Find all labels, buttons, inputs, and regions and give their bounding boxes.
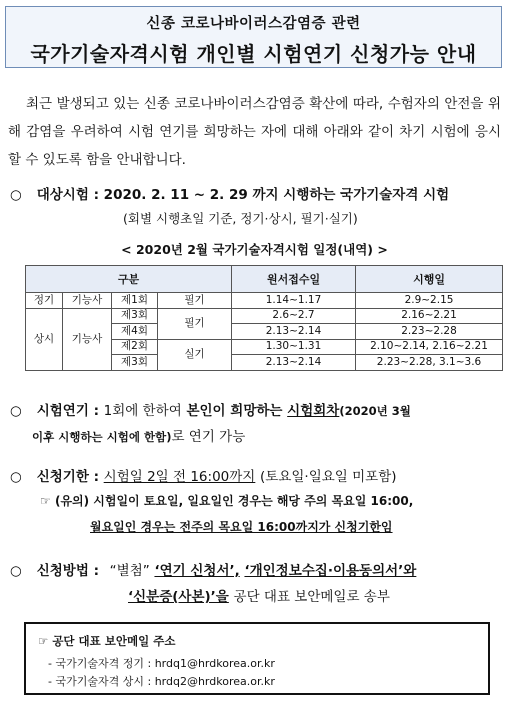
table-row bbox=[26, 308, 503, 324]
bullet-icon: ○ bbox=[10, 403, 22, 419]
cell-application: 1.30~1.31 bbox=[232, 339, 356, 355]
postpone-text-c: 시험회차 bbox=[287, 403, 340, 419]
deadline-paren: (토요일·일요일 미포함) bbox=[260, 469, 397, 485]
deadline-note-text1: (유의) 시험일이 토요일, 일요일인 경우는 해당 주의 목요일 16:00, bbox=[54, 494, 414, 508]
postpone-text-a: 1회에 한하여 bbox=[103, 403, 182, 419]
postpone-line2-b: 로 연기 가능 bbox=[171, 429, 246, 445]
pointing-hand-icon: ☞ bbox=[40, 494, 51, 508]
email-title-text: 공단 대표 보안메일 주소 bbox=[52, 634, 176, 648]
cell-grade: 기능사 bbox=[63, 308, 112, 370]
bullet-icon: ○ bbox=[10, 187, 22, 203]
bullet-icon: ○ bbox=[10, 563, 22, 579]
cell-application: 2.6~2.7 bbox=[232, 308, 356, 324]
deadline-section bbox=[10, 465, 397, 485]
cell-exam: 2.9~2.15 bbox=[356, 293, 503, 309]
postpone-text-d: (2020년 3월 bbox=[339, 404, 411, 418]
cell-type: 상시 bbox=[26, 308, 63, 370]
postpone-label: 시험연기 : bbox=[36, 403, 99, 419]
cell-stage: 필기 bbox=[158, 308, 232, 339]
page-title: 국가기술자격시험 개인별 시험연기 신청가능 안내 bbox=[30, 42, 477, 66]
table-header-row bbox=[26, 266, 503, 293]
postpone-section bbox=[10, 399, 411, 419]
cell-round: 제4회 bbox=[112, 324, 158, 340]
email-address[interactable]: hrdq1@hrdkorea.or.kr bbox=[154, 657, 275, 670]
cell-stage: 실기 bbox=[158, 339, 232, 370]
cell-round: 제2회 bbox=[112, 339, 158, 355]
email-label: - 국가기술자격 상시 : bbox=[48, 675, 152, 688]
postpone-line2 bbox=[32, 425, 245, 445]
header-category: 구분 bbox=[26, 266, 232, 293]
cell-application: 2.13~2.14 bbox=[232, 355, 356, 371]
target-label: 대상시험 : bbox=[36, 187, 99, 203]
email-row bbox=[48, 655, 275, 671]
postpone-text-b: 본인이 희망하는 bbox=[186, 403, 283, 419]
intro-paragraph: 최근 발생되고 있는 신종 코로나바이러스감염증 확산에 따라, 수험자의 안전을 위해 감염을 우려하여 시험 연기를 희망하는 자에 대해 아래와 같이 차기 시험에 응시할 수 있도록 함을 안내합니다. bbox=[8, 96, 501, 168]
target-section bbox=[10, 183, 449, 203]
cell-application: 2.13~2.14 bbox=[232, 324, 356, 340]
method-form2: ‘개인정보수집·이용동의서’와 bbox=[244, 563, 417, 579]
target-text: 2020. 2. 11 ~ 2. 29 까지 시행하는 국가기술자격 시험 bbox=[103, 187, 450, 203]
schedule-table bbox=[25, 265, 503, 371]
email-row bbox=[48, 673, 275, 689]
email-label: - 국가기술자격 정기 : bbox=[48, 657, 152, 670]
target-sub: (회별 시행초일 기준, 정기·상시, 필기·실기) bbox=[123, 211, 358, 226]
cell-exam: 2.10~2.14, 2.16~2.21 bbox=[356, 339, 503, 355]
method-rest: 공단 대표 보안메일로 송부 bbox=[233, 589, 390, 605]
cell-round: 제3회 bbox=[112, 308, 158, 324]
cell-exam: 2.16~2.21 bbox=[356, 308, 503, 324]
cell-round: 제3회 bbox=[112, 355, 158, 371]
title-line1: 신종 코로나바이러스감염증 관련 bbox=[146, 16, 361, 32]
schedule-title: < 2020년 2월 국가기술자격시험 일정(내역) > bbox=[121, 242, 388, 257]
cell-exam: 2.23~2.28, 3.1~3.6 bbox=[356, 355, 503, 371]
table-row bbox=[26, 293, 503, 309]
deadline-note-line1 bbox=[40, 492, 413, 509]
header-exam: 시행일 bbox=[356, 266, 503, 293]
method-label: 신청방법 : bbox=[36, 563, 99, 579]
email-box bbox=[24, 622, 490, 695]
method-line2 bbox=[128, 585, 390, 605]
deadline-text: 시험일 2일 전 16:00까지 bbox=[103, 469, 256, 485]
deadline-note-line2: 월요일인 경우는 전주의 목요일 16:00까지가 신청기한임 bbox=[90, 520, 393, 534]
deadline-label: 신청기한 : bbox=[36, 469, 99, 485]
cell-grade: 기능사 bbox=[63, 293, 112, 309]
cell-exam: 2.23~2.28 bbox=[356, 324, 503, 340]
bullet-icon: ○ bbox=[10, 469, 22, 485]
cell-round: 제1회 bbox=[112, 293, 158, 309]
method-attach: “별첨” bbox=[109, 563, 150, 579]
method-section bbox=[10, 559, 416, 579]
cell-application: 1.14~1.17 bbox=[232, 293, 356, 309]
postpone-line2-a: 이후 시행하는 시험에 한함) bbox=[32, 430, 172, 444]
email-title bbox=[38, 633, 175, 649]
cell-stage: 필기 bbox=[158, 293, 232, 309]
method-form1: ‘연기 신청서’, bbox=[154, 563, 240, 579]
email-address[interactable]: hrdq2@hrdkorea.or.kr bbox=[154, 675, 275, 688]
method-form3: ‘신분증(사본)’을 bbox=[128, 589, 229, 605]
title-box bbox=[5, 6, 502, 68]
pointing-hand-icon: ☞ bbox=[38, 634, 49, 648]
cell-type: 정기 bbox=[26, 293, 63, 309]
header-application: 원서접수일 bbox=[232, 266, 356, 293]
